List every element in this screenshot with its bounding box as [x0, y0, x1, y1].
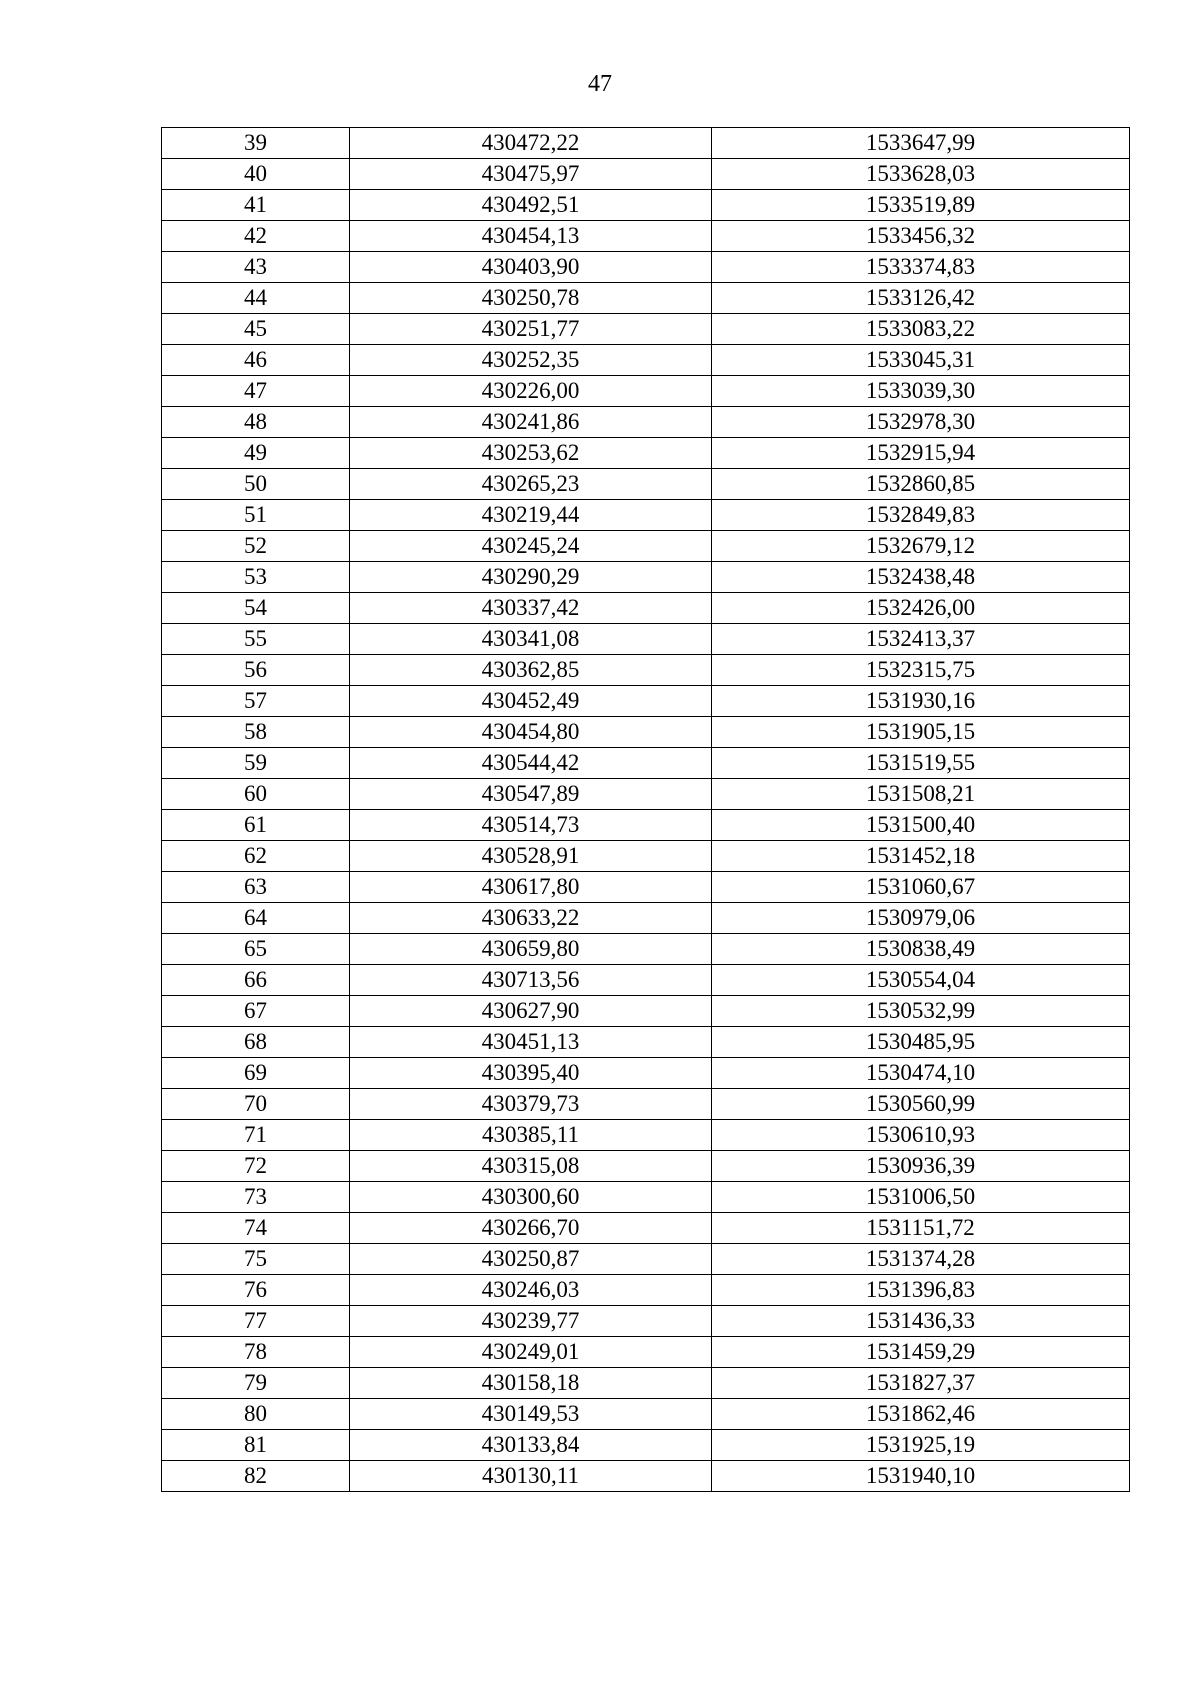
x-coordinate-cell: 430246,03 — [350, 1275, 712, 1306]
y-coordinate-cell: 1530532,99 — [712, 996, 1130, 1027]
table-row — [162, 1368, 1130, 1399]
table-row — [162, 996, 1130, 1027]
y-coordinate-cell: 1531060,67 — [712, 872, 1130, 903]
point-number-cell: 50 — [162, 469, 350, 500]
table-row — [162, 655, 1130, 686]
table-row — [162, 500, 1130, 531]
point-number-cell: 59 — [162, 748, 350, 779]
point-number-cell: 55 — [162, 624, 350, 655]
y-coordinate-cell: 1531396,83 — [712, 1275, 1130, 1306]
y-coordinate-cell: 1533647,99 — [712, 128, 1130, 159]
point-number-cell: 56 — [162, 655, 350, 686]
point-number-cell: 80 — [162, 1399, 350, 1430]
y-coordinate-cell: 1530610,93 — [712, 1120, 1130, 1151]
x-coordinate-cell: 430475,97 — [350, 159, 712, 190]
x-coordinate-cell: 430149,53 — [350, 1399, 712, 1430]
x-coordinate-cell: 430362,85 — [350, 655, 712, 686]
x-coordinate-cell: 430617,80 — [350, 872, 712, 903]
table-row — [162, 531, 1130, 562]
table-row — [162, 407, 1130, 438]
table-row — [162, 1306, 1130, 1337]
point-number-cell: 39 — [162, 128, 350, 159]
point-number-cell: 40 — [162, 159, 350, 190]
x-coordinate-cell: 430226,00 — [350, 376, 712, 407]
y-coordinate-cell: 1533374,83 — [712, 252, 1130, 283]
table-row — [162, 1337, 1130, 1368]
point-number-cell: 70 — [162, 1089, 350, 1120]
y-coordinate-cell: 1533045,31 — [712, 345, 1130, 376]
table-row — [162, 438, 1130, 469]
table-row — [162, 1244, 1130, 1275]
x-coordinate-cell: 430133,84 — [350, 1430, 712, 1461]
table-row — [162, 376, 1130, 407]
y-coordinate-cell: 1532426,00 — [712, 593, 1130, 624]
x-coordinate-cell: 430341,08 — [350, 624, 712, 655]
table-row — [162, 1151, 1130, 1182]
y-coordinate-cell: 1531151,72 — [712, 1213, 1130, 1244]
x-coordinate-cell: 430249,01 — [350, 1337, 712, 1368]
page-number: 47 — [588, 71, 612, 97]
point-number-cell: 77 — [162, 1306, 350, 1337]
y-coordinate-cell: 1532978,30 — [712, 407, 1130, 438]
table-row — [162, 872, 1130, 903]
y-coordinate-cell: 1531827,37 — [712, 1368, 1130, 1399]
point-number-cell: 79 — [162, 1368, 350, 1399]
point-number-cell: 51 — [162, 500, 350, 531]
point-number-cell: 63 — [162, 872, 350, 903]
x-coordinate-cell: 430241,86 — [350, 407, 712, 438]
point-number-cell: 57 — [162, 686, 350, 717]
y-coordinate-cell: 1532315,75 — [712, 655, 1130, 686]
table-row — [162, 469, 1130, 500]
point-number-cell: 54 — [162, 593, 350, 624]
x-coordinate-cell: 430158,18 — [350, 1368, 712, 1399]
coordinates-table-body — [162, 128, 1130, 1492]
x-coordinate-cell: 430245,24 — [350, 531, 712, 562]
point-number-cell: 64 — [162, 903, 350, 934]
table-row — [162, 221, 1130, 252]
point-number-cell: 74 — [162, 1213, 350, 1244]
point-number-cell: 68 — [162, 1027, 350, 1058]
point-number-cell: 78 — [162, 1337, 350, 1368]
table-row — [162, 190, 1130, 221]
y-coordinate-cell: 1532860,85 — [712, 469, 1130, 500]
y-coordinate-cell: 1530554,04 — [712, 965, 1130, 996]
x-coordinate-cell: 430251,77 — [350, 314, 712, 345]
x-coordinate-cell: 430219,44 — [350, 500, 712, 531]
x-coordinate-cell: 430633,22 — [350, 903, 712, 934]
table-row — [162, 562, 1130, 593]
x-coordinate-cell: 430514,73 — [350, 810, 712, 841]
table-row — [162, 934, 1130, 965]
y-coordinate-cell: 1532915,94 — [712, 438, 1130, 469]
point-number-cell: 71 — [162, 1120, 350, 1151]
point-number-cell: 52 — [162, 531, 350, 562]
x-coordinate-cell: 430451,13 — [350, 1027, 712, 1058]
point-number-cell: 42 — [162, 221, 350, 252]
table-row — [162, 841, 1130, 872]
table-row — [162, 1430, 1130, 1461]
table-row — [162, 965, 1130, 996]
y-coordinate-cell: 1531508,21 — [712, 779, 1130, 810]
y-coordinate-cell: 1532849,83 — [712, 500, 1130, 531]
point-number-cell: 45 — [162, 314, 350, 345]
y-coordinate-cell: 1530936,39 — [712, 1151, 1130, 1182]
x-coordinate-cell: 430290,29 — [350, 562, 712, 593]
x-coordinate-cell: 430454,80 — [350, 717, 712, 748]
x-coordinate-cell: 430454,13 — [350, 221, 712, 252]
x-coordinate-cell: 430403,90 — [350, 252, 712, 283]
y-coordinate-cell: 1531006,50 — [712, 1182, 1130, 1213]
point-number-cell: 48 — [162, 407, 350, 438]
y-coordinate-cell: 1533039,30 — [712, 376, 1130, 407]
x-coordinate-cell: 430547,89 — [350, 779, 712, 810]
x-coordinate-cell: 430528,91 — [350, 841, 712, 872]
table-row — [162, 1275, 1130, 1306]
x-coordinate-cell: 430337,42 — [350, 593, 712, 624]
table-row — [162, 159, 1130, 190]
point-number-cell: 81 — [162, 1430, 350, 1461]
point-number-cell: 49 — [162, 438, 350, 469]
y-coordinate-cell: 1533628,03 — [712, 159, 1130, 190]
y-coordinate-cell: 1531374,28 — [712, 1244, 1130, 1275]
point-number-cell: 69 — [162, 1058, 350, 1089]
x-coordinate-cell: 430252,35 — [350, 345, 712, 376]
y-coordinate-cell: 1532438,48 — [712, 562, 1130, 593]
table-row — [162, 779, 1130, 810]
point-number-cell: 76 — [162, 1275, 350, 1306]
x-coordinate-cell: 430452,49 — [350, 686, 712, 717]
table-row — [162, 128, 1130, 159]
y-coordinate-cell: 1531905,15 — [712, 717, 1130, 748]
y-coordinate-cell: 1531940,10 — [712, 1461, 1130, 1492]
point-number-cell: 43 — [162, 252, 350, 283]
y-coordinate-cell: 1531452,18 — [712, 841, 1130, 872]
y-coordinate-cell: 1531459,29 — [712, 1337, 1130, 1368]
x-coordinate-cell: 430315,08 — [350, 1151, 712, 1182]
point-number-cell: 46 — [162, 345, 350, 376]
point-number-cell: 73 — [162, 1182, 350, 1213]
x-coordinate-cell: 430266,70 — [350, 1213, 712, 1244]
y-coordinate-cell: 1532413,37 — [712, 624, 1130, 655]
point-number-cell: 47 — [162, 376, 350, 407]
y-coordinate-cell: 1530485,95 — [712, 1027, 1130, 1058]
point-number-cell: 62 — [162, 841, 350, 872]
x-coordinate-cell: 430713,56 — [350, 965, 712, 996]
point-number-cell: 82 — [162, 1461, 350, 1492]
table-row — [162, 1089, 1130, 1120]
point-number-cell: 72 — [162, 1151, 350, 1182]
table-row — [162, 1461, 1130, 1492]
y-coordinate-cell: 1533083,22 — [712, 314, 1130, 345]
y-coordinate-cell: 1533456,32 — [712, 221, 1130, 252]
table-row — [162, 810, 1130, 841]
point-number-cell: 41 — [162, 190, 350, 221]
x-coordinate-cell: 430627,90 — [350, 996, 712, 1027]
y-coordinate-cell: 1533519,89 — [712, 190, 1130, 221]
coordinates-table — [161, 127, 1130, 1492]
y-coordinate-cell: 1530474,10 — [712, 1058, 1130, 1089]
y-coordinate-cell: 1531930,16 — [712, 686, 1130, 717]
x-coordinate-cell: 430239,77 — [350, 1306, 712, 1337]
table-row — [162, 717, 1130, 748]
table-row — [162, 314, 1130, 345]
point-number-cell: 58 — [162, 717, 350, 748]
y-coordinate-cell: 1531436,33 — [712, 1306, 1130, 1337]
point-number-cell: 66 — [162, 965, 350, 996]
point-number-cell: 53 — [162, 562, 350, 593]
table-row — [162, 1399, 1130, 1430]
y-coordinate-cell: 1530979,06 — [712, 903, 1130, 934]
x-coordinate-cell: 430250,78 — [350, 283, 712, 314]
table-row — [162, 748, 1130, 779]
y-coordinate-cell: 1531862,46 — [712, 1399, 1130, 1430]
x-coordinate-cell: 430659,80 — [350, 934, 712, 965]
table-row — [162, 1213, 1130, 1244]
y-coordinate-cell: 1533126,42 — [712, 283, 1130, 314]
table-row — [162, 1182, 1130, 1213]
point-number-cell: 65 — [162, 934, 350, 965]
point-number-cell: 75 — [162, 1244, 350, 1275]
y-coordinate-cell: 1531925,19 — [712, 1430, 1130, 1461]
point-number-cell: 44 — [162, 283, 350, 314]
y-coordinate-cell: 1530838,49 — [712, 934, 1130, 965]
table-row — [162, 903, 1130, 934]
x-coordinate-cell: 430472,22 — [350, 128, 712, 159]
table-row — [162, 593, 1130, 624]
table-row — [162, 1120, 1130, 1151]
x-coordinate-cell: 430385,11 — [350, 1120, 712, 1151]
y-coordinate-cell: 1531500,40 — [712, 810, 1130, 841]
x-coordinate-cell: 430265,23 — [350, 469, 712, 500]
y-coordinate-cell: 1532679,12 — [712, 531, 1130, 562]
x-coordinate-cell: 430395,40 — [350, 1058, 712, 1089]
point-number-cell: 67 — [162, 996, 350, 1027]
x-coordinate-cell: 430544,42 — [350, 748, 712, 779]
point-number-cell: 60 — [162, 779, 350, 810]
x-coordinate-cell: 430492,51 — [350, 190, 712, 221]
x-coordinate-cell: 430130,11 — [350, 1461, 712, 1492]
table-row — [162, 1058, 1130, 1089]
table-row — [162, 283, 1130, 314]
x-coordinate-cell: 430379,73 — [350, 1089, 712, 1120]
x-coordinate-cell: 430250,87 — [350, 1244, 712, 1275]
y-coordinate-cell: 1531519,55 — [712, 748, 1130, 779]
x-coordinate-cell: 430253,62 — [350, 438, 712, 469]
table-row — [162, 345, 1130, 376]
table-row — [162, 252, 1130, 283]
point-number-cell: 61 — [162, 810, 350, 841]
x-coordinate-cell: 430300,60 — [350, 1182, 712, 1213]
table-row — [162, 1027, 1130, 1058]
table-row — [162, 624, 1130, 655]
table-row — [162, 686, 1130, 717]
y-coordinate-cell: 1530560,99 — [712, 1089, 1130, 1120]
